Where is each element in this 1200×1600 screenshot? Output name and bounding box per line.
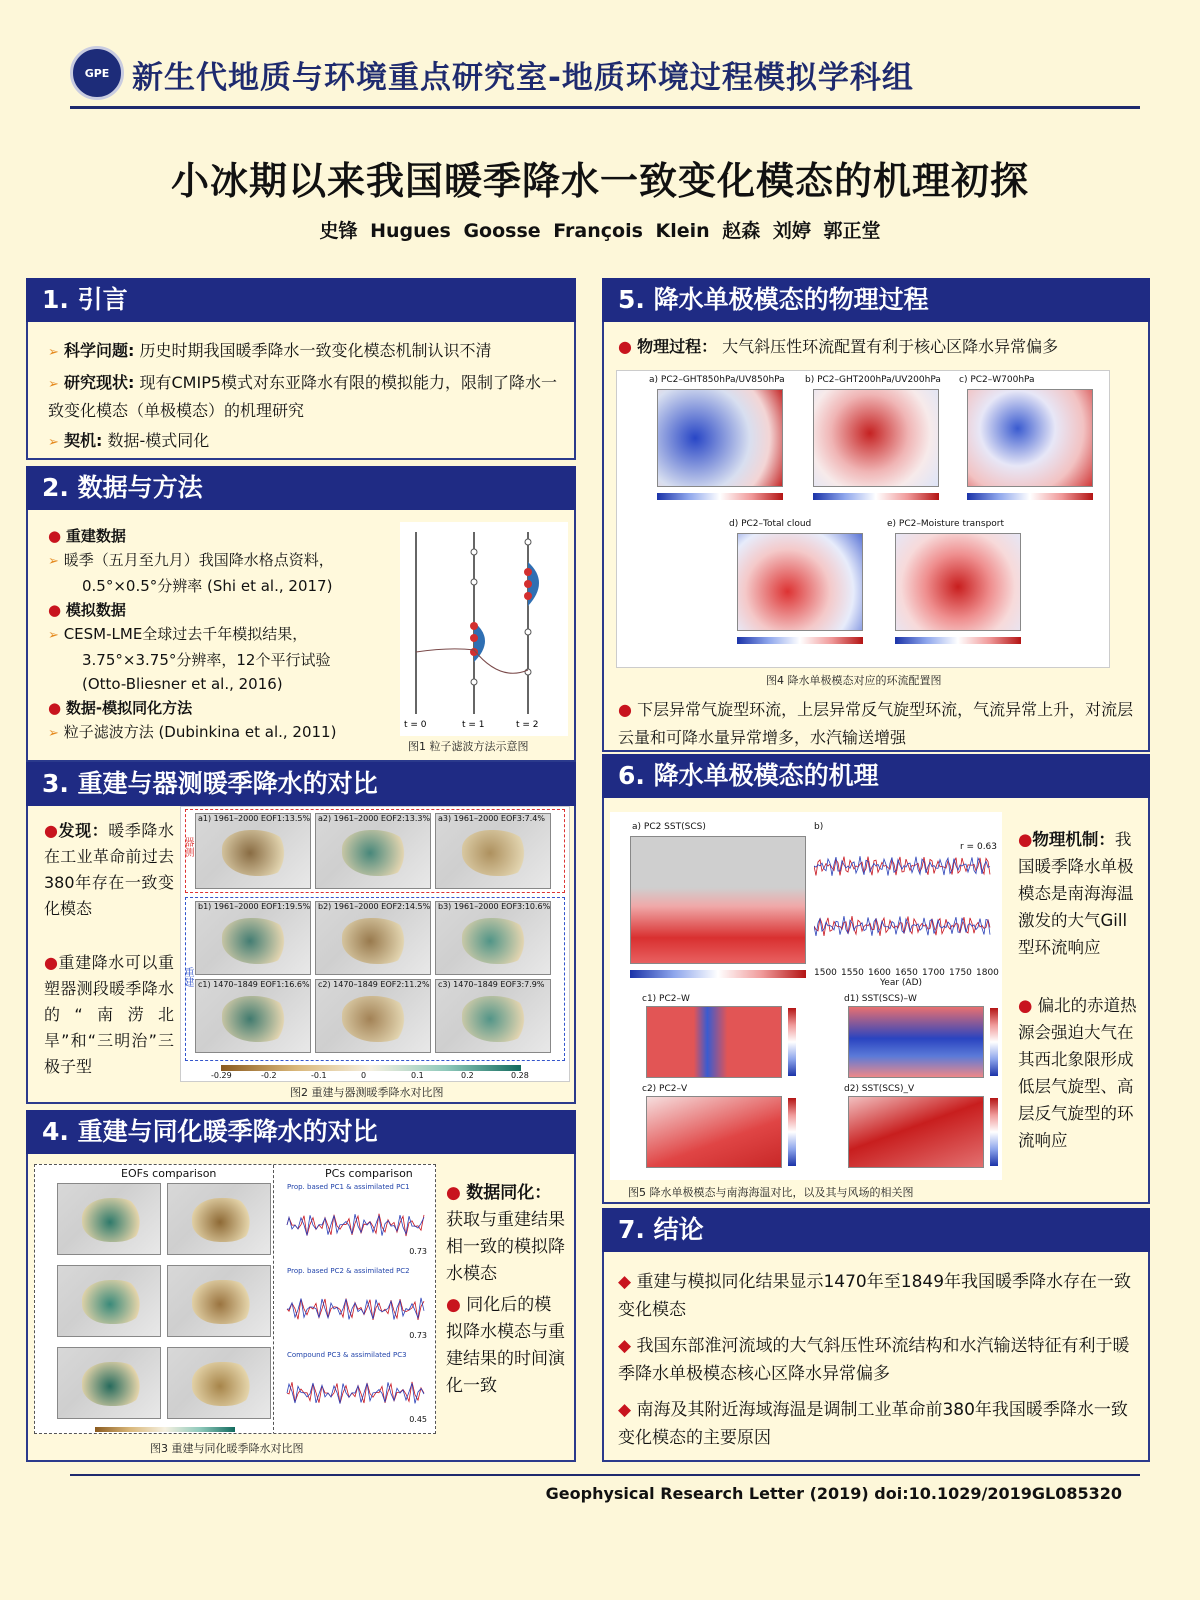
colorbar-tick: -0.2 — [261, 1071, 277, 1080]
precip-pattern — [222, 830, 292, 876]
correlation-value: r = 0.63 — [960, 842, 998, 852]
sim-data-line2: 3.75°×3.75°分辨率，12个平行试验 — [82, 651, 331, 669]
assim-eof-map — [57, 1183, 161, 1255]
colorbar — [895, 637, 1021, 644]
colorbar — [737, 637, 863, 644]
header-divider — [70, 106, 1140, 109]
colorbar — [630, 970, 806, 978]
bullet-icon: ● — [1018, 996, 1033, 1015]
precip-pattern — [342, 918, 412, 964]
eof-map-title: a2) 1961–2000 EOF2:13.3% — [318, 814, 431, 823]
eof-map-title: b2) 1961–2000 EOF2:14.5% — [318, 902, 431, 911]
wind-correlation-map — [646, 1006, 782, 1078]
year-tick: 1700 — [922, 968, 945, 978]
precip-pattern — [82, 1198, 144, 1242]
figure-5-caption: 图5 降水单极模态与南海海温对比，以及其与风场的相关图 — [628, 1186, 914, 1199]
circulation-panel-title: c) PC2–W700hPa — [959, 375, 1035, 385]
colorbar — [990, 1098, 998, 1166]
sim-data-line3: (Otto-Bliesner et al., 2016) — [82, 675, 283, 693]
eof-map — [435, 979, 551, 1053]
section-physical-process-heading: 5. 降水单极模态的物理过程 — [602, 278, 1150, 322]
eof-map — [195, 979, 311, 1053]
sec3-finding-text: 暖季降水在工业革命前过去380年存在一致变化模态 — [44, 821, 174, 918]
intro-item-3-label: 契机: — [64, 431, 103, 450]
correlation-value: 0.45 — [409, 1415, 427, 1424]
instrumental-label: 器测 — [182, 837, 193, 857]
section-recon-vs-assim-heading: 4. 重建与同化暖季降水的对比 — [26, 1110, 576, 1154]
figure-2-eof-comparison — [180, 806, 570, 1082]
sec4-point-2 — [446, 1292, 568, 1400]
year-tick: 1750 — [949, 968, 972, 978]
sec5-description-text: 下层异常气旋型环流，上层异常反气旋型环流，气流异常上升，对流层云量和可降水量异常增多，水汽输送增强 — [618, 700, 1134, 747]
axis-label-t1: t = 1 — [462, 720, 485, 730]
precip-pattern — [192, 1198, 254, 1242]
precip-pattern — [82, 1280, 144, 1324]
arrow-icon: ➢ — [48, 726, 59, 741]
bullet-icon: ● — [48, 527, 62, 545]
colorbar-tick: 0 — [361, 1071, 367, 1080]
authors: 史锋 Hugues Goosse François Klein 赵森 刘婷 郭正堂 — [319, 220, 881, 242]
pc-series-chart — [283, 1363, 429, 1423]
section-conclusions-heading: 7. 结论 — [602, 1208, 1150, 1252]
sec3-finding-label: 发现： — [58, 821, 109, 840]
assim-eof-map — [167, 1347, 271, 1419]
circulation-panel-title: b) PC2–GHT200hPa/UV200hPa — [805, 375, 941, 385]
section-mechanism-heading: 6. 降水单极模态的机理 — [602, 754, 1150, 798]
year-axis-label: Year (AD) — [880, 978, 923, 988]
correlation-value: 0.73 — [409, 1331, 427, 1340]
precip-pattern — [222, 996, 292, 1042]
intro-item-3-text: 数据-模式同化 — [107, 431, 210, 450]
precip-pattern — [222, 918, 292, 964]
year-tick: 1800 — [976, 968, 999, 978]
eof-map — [315, 901, 431, 975]
circulation-map — [813, 389, 939, 487]
eof-map-title: c3) 1470–1849 EOF3:7.9% — [438, 980, 545, 989]
diamond-icon: ◆ — [618, 1336, 632, 1356]
wind-panel-title: c1) PC2–W — [642, 994, 690, 1004]
bullet-icon: ● — [48, 699, 62, 717]
bullet-icon: ● — [446, 1295, 461, 1315]
pc-series-panel — [283, 1183, 429, 1259]
section-intro-heading: 1. 引言 — [26, 278, 576, 322]
colorbar — [95, 1427, 235, 1432]
colorbar — [788, 1098, 796, 1166]
bullet-icon: ● — [446, 1183, 461, 1203]
sec5-process — [618, 334, 1138, 360]
sst-panel-title: a) PC2 SST(SCS) — [632, 822, 706, 832]
figure-1-caption: 图1 粒子滤波方法示意图 — [408, 740, 529, 753]
eof-map-title: c2) 1470–1849 EOF2:11.2% — [318, 980, 430, 989]
diamond-icon: ◆ — [618, 1272, 632, 1292]
wind-correlation-map — [848, 1006, 984, 1078]
colorbar — [788, 1008, 796, 1076]
intro-item-2-label: 研究现状: — [64, 373, 135, 392]
sec4-point-2-text: 同化后的模拟降水模态与重建结果的时间演化一致 — [446, 1295, 565, 1396]
eof-map-title: c1) 1470–1849 EOF1:16.6% — [198, 980, 310, 989]
lab-logo — [70, 46, 124, 100]
recon-data-line2: 0.5°×0.5°分辨率 (Shi et al., 2017) — [82, 577, 333, 595]
sec6-mechanism-1-text: 我国暖季降水单极模态是南海海温激发的大气Gill型环流响应 — [1018, 830, 1134, 957]
colorbar-tick: -0.29 — [211, 1071, 232, 1080]
precip-pattern — [342, 996, 412, 1042]
pc-series-label: Prop. based PC2 & assimilated PC2 — [287, 1267, 410, 1275]
sst-series-line — [814, 857, 990, 876]
sec5-process-text: 大气斜压性环流配置有利于核心区降水异常偏多 — [722, 337, 1059, 356]
eof-map-title: b1) 1961–2000 EOF1:19.5% — [198, 902, 311, 911]
eof-map-title: a1) 1961–2000 EOF1:13.5% — [198, 814, 311, 823]
sst-timeseries-title: b) — [814, 822, 824, 832]
colorbar-tick: -0.1 — [311, 1071, 327, 1080]
precip-pattern — [192, 1362, 254, 1406]
figure-1-particle-filter — [400, 522, 568, 736]
conclusion-2-text: 我国东部淮河流域的大气斜压性环流结构和水汽输送特征有利于暖季降水单极模态核心区降水异常偏多 — [618, 1336, 1130, 1384]
arrow-icon: ➢ — [48, 554, 59, 569]
bullet-icon: ● — [1018, 830, 1033, 849]
sec4-point-1-label: 数据同化： — [466, 1183, 552, 1203]
eof-comparison-title: EOFs comparison — [121, 1167, 217, 1180]
bullet-icon: ● — [44, 821, 59, 840]
arrow-icon: ➢ — [48, 377, 59, 392]
sec6-mechanism-1 — [1018, 826, 1140, 961]
recon-data-line1: 暖季（五月至九月）我国降水格点资料， — [63, 551, 334, 569]
diamond-icon: ◆ — [618, 1400, 632, 1420]
bullet-icon: ● — [618, 700, 632, 719]
sec5-description — [618, 696, 1140, 752]
pc-series-line — [287, 1382, 424, 1403]
year-tick: 1500 — [814, 968, 837, 978]
precip-pattern — [192, 1280, 254, 1324]
wind-panel-title: d2) SST(SCS)_V — [844, 1084, 915, 1094]
assim-method-heading: 数据-模拟同化方法 — [65, 699, 193, 717]
sec6-mechanism-label: 物理机制： — [1032, 830, 1115, 849]
pc-comparison-title: PCs comparison — [325, 1167, 413, 1180]
circulation-map — [657, 389, 783, 487]
axis-label-t2: t = 2 — [516, 720, 539, 730]
year-tick: 1650 — [895, 968, 918, 978]
precip-pattern — [462, 830, 532, 876]
sec3-finding-2 — [44, 950, 174, 1080]
bullet-icon: ● — [618, 337, 632, 356]
recon-data-heading: 重建数据 — [65, 527, 126, 545]
assim-eof-map — [57, 1265, 161, 1337]
poster-title: 小冰期以来我国暖季降水一致变化模态的机理初探 — [170, 159, 1029, 203]
eof-map — [435, 813, 551, 889]
wind-correlation-map — [646, 1096, 782, 1168]
precip-pattern — [462, 918, 532, 964]
assim-method-line: 粒子滤波方法 (Dubinkina et al., 2011) — [63, 723, 337, 741]
bullet-icon: ● — [44, 953, 59, 972]
intro-item-1-label: 科学问题: — [64, 341, 135, 360]
precip-pattern — [82, 1362, 144, 1406]
logo-text: GPE — [84, 66, 110, 80]
circulation-panel-title: a) PC2–GHT850hPa/UV850hPa — [649, 375, 785, 385]
intro-item-1 — [48, 338, 568, 366]
colorbar-tick: 0.1 — [411, 1071, 424, 1080]
year-tick: 1550 — [841, 968, 864, 978]
section-data-methods-heading: 2. 数据与方法 — [26, 466, 576, 510]
conclusion-1-text: 重建与模拟同化结果显示1470年至1849年我国暖季降水存在一致变化模态 — [618, 1272, 1132, 1320]
figure-3-caption: 图3 重建与同化暖季降水对比图 — [150, 1442, 304, 1455]
sec4-point-1-text: 获取与重建结果相一致的模拟降水模态 — [446, 1210, 565, 1284]
footer-divider — [70, 1474, 1140, 1476]
recon-label: 重建 — [182, 967, 193, 987]
pc-series-chart — [283, 1279, 429, 1339]
wind-panel-title: d1) SST(SCS)–W — [844, 994, 917, 1004]
data-methods-text — [48, 524, 388, 746]
circulation-map — [737, 533, 863, 631]
figure-4-caption: 图4 降水单极模态对应的环流配置图 — [766, 674, 942, 687]
sim-data-line1: CESM-LME全球过去千年模拟结果， — [63, 625, 308, 643]
conclusion-2 — [618, 1332, 1140, 1388]
eof-map — [315, 979, 431, 1053]
wind-correlation-map — [848, 1096, 984, 1168]
pc-series-label: Compound PC3 & assimilated PC3 — [287, 1351, 407, 1359]
assim-eof-map — [167, 1183, 271, 1255]
eof-map — [195, 813, 311, 889]
sec4-point-1 — [446, 1180, 568, 1288]
correlation-value: 0.73 — [409, 1247, 427, 1256]
header — [70, 38, 1140, 110]
colorbar-tick: 0.2 — [461, 1071, 474, 1080]
arrow-icon: ➢ — [48, 435, 59, 450]
colorbar-tick: 0.28 — [511, 1071, 529, 1080]
particle-filter-diagram — [400, 522, 568, 736]
eof-map — [315, 813, 431, 889]
figure-3-assim-comparison — [34, 1164, 436, 1434]
pc-series-line — [287, 1298, 424, 1320]
circulation-map — [895, 533, 1021, 631]
figure-4-circulation — [616, 370, 1110, 668]
precip-pattern — [342, 830, 412, 876]
conclusion-1 — [618, 1268, 1140, 1324]
intro-item-1-text: 历史时期我国暖季降水一致变化模态机制认识不清 — [139, 341, 492, 360]
sst-map — [630, 836, 806, 964]
pc-series-panel — [283, 1351, 429, 1427]
eof-map — [195, 901, 311, 975]
sec3-finding-2-text: 重建降水可以重塑器测段暖季降水的“南涝北旱”和“三明治”三极子型 — [44, 953, 174, 1076]
pc-series-panel — [283, 1267, 429, 1343]
sec5-process-label: 物理过程： — [637, 337, 718, 356]
colorbar — [967, 493, 1093, 500]
section-recon-vs-instrumental-heading: 3. 重建与器测暖季降水的对比 — [26, 762, 576, 806]
citation: Geophysical Research Letter (2019) doi:10.1029/2019GL085320 — [545, 1484, 1122, 1503]
intro-item-2 — [48, 370, 568, 424]
precip-pattern — [462, 996, 532, 1042]
conclusion-3 — [618, 1396, 1140, 1452]
figure-5-sst-mechanism — [610, 812, 1002, 1180]
intro-item-2-text: 现有CMIP5模式对东亚降水有限的模拟能力，限制了降水一致变化模态（单极模态）的机理研究 — [48, 373, 558, 420]
eof-map-title: b3) 1961–2000 EOF3:10.6% — [438, 902, 551, 911]
figure-2-caption: 图2 重建与器测暖季降水对比图 — [290, 1086, 444, 1099]
sim-data-heading: 模拟数据 — [65, 601, 126, 619]
circulation-map — [967, 389, 1093, 487]
pc-series-chart — [283, 1195, 429, 1255]
conclusion-3-text: 南海及其附近海域海温是调制工业革命前380年我国暖季降水一致变化模态的主要原因 — [618, 1400, 1128, 1448]
colorbar — [990, 1008, 998, 1076]
fig3-divider — [273, 1165, 274, 1434]
intro-item-3 — [48, 428, 568, 456]
bullet-icon: ● — [48, 601, 62, 619]
sec6-mechanism-2-text: 偏北的赤道热源会强迫大气在其西北象限形成低层气旋型、高层反气旋型的环流响应 — [1018, 996, 1137, 1150]
circulation-panel-title: d) PC2–Total cloud — [729, 519, 812, 529]
axis-label-t0: t = 0 — [404, 720, 427, 730]
circulation-panel-title: e) PC2–Moisture transport — [887, 519, 1005, 529]
year-tick: 1600 — [868, 968, 891, 978]
arrow-icon: ➢ — [48, 628, 59, 643]
sec6-mechanism-2 — [1018, 992, 1140, 1154]
sst-timeseries-chart — [814, 836, 994, 966]
colorbar — [657, 493, 783, 500]
pc-series-label: Prop. based PC1 & assimilated PC1 — [287, 1183, 410, 1191]
sec3-finding-1 — [44, 818, 174, 922]
colorbar — [813, 493, 939, 500]
assim-eof-map — [167, 1265, 271, 1337]
eof-map-title: a3) 1961–2000 EOF3:7.4% — [438, 814, 545, 823]
arrow-icon: ➢ — [48, 345, 59, 360]
assim-eof-map — [57, 1347, 161, 1419]
lab-title: 新生代地质与环境重点研究室-地质环境过程模拟学科组 — [132, 60, 914, 96]
eof-map — [435, 901, 551, 975]
wind-panel-title: c2) PC2–V — [642, 1084, 688, 1094]
